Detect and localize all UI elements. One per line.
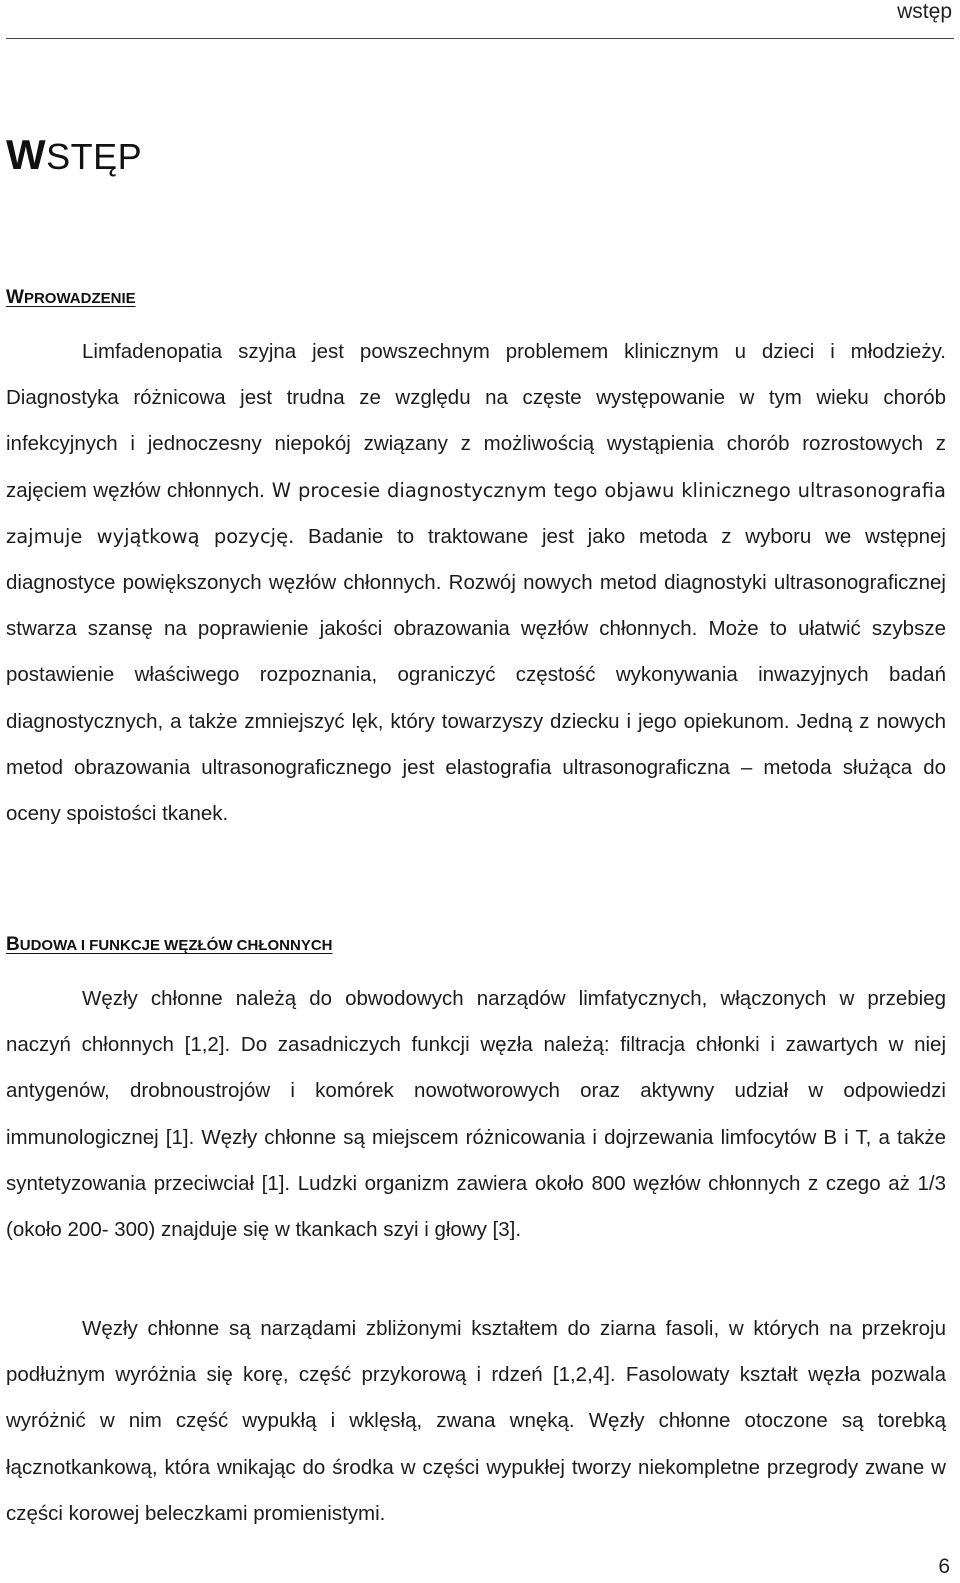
introduction-paragraph — [6, 329, 946, 837]
section-heading-initial: B — [6, 934, 20, 955]
chapter-title — [6, 128, 142, 184]
chapter-title-initial: W — [6, 131, 47, 178]
introduction-text-4: Może to ułatwić szybsze postawienie właściwego rozpoznania, ograniczyć częstość wykonywania inwazyjnych badań diagnostycznych, a także zmniejszyć lęk, który towarzyszy dziecku i jego opiekunom. Jedną z nowych metod obrazowania ultrasonograficznego jest elastografia ultrasonograficzna – metoda służąca do oceny spoistości tkanek. — [6, 617, 946, 826]
section-heading-introduction — [6, 287, 136, 310]
introduction-text-1: Limfadenopatia szyjna jest powszechnym problemem klinicznym u dzieci i młodzieży. Diagnostyka różnicowa jest trudna ze względu na częste występowanie w tym wieku chorób infekcyjnych i jednoczesny niepokój związany z możliwością wystąpienia chorób rozrostowych z zajęciem węzłów chłonnych. — [6, 340, 946, 502]
section-heading-structure — [6, 934, 333, 957]
chapter-title-rest: STĘP — [46, 136, 143, 177]
header-divider — [6, 38, 954, 39]
running-head: wstęp — [897, 0, 952, 23]
structure-paragraph-2: Węzły chłonne są narządami zbliżonymi kształtem do ziarna fasoli, w których na przekroju podłużnym wyróżnia się korę, część przykorową i rdzeń [1,2,4]. Fasolowaty kształt węzła pozwala wyróżnić w nim część wypukłą i wklęsłą, zwana wnęką. Węzły chłonne otoczone są torebką łącznotkankową, która wnikając do środka w części wypukłej tworzy niekompletne przegrody zwane w części korowej beleczkami promienistymi. — [6, 1317, 946, 1525]
page-number: 6 — [938, 1555, 950, 1578]
structure-paragraph-1: Węzły chłonne należą do obwodowych narządów limfatycznych, włączonych w przebieg naczyń chłonnych [1,2]. Do zasadniczych funkcji węzła należą: filtracja chłonki i zawartych w niej antygenów, drobnoustrojów i komórek nowotworowych oraz aktywny udział w odpowiedzi immunologicznej [1]. Węzły chłonne są miejscem różnicowania i dojrzewania limfocytów B i T, a także syntetyzowania przeciwciał [1]. Ludzki organizm zawiera około 800 węzłów chłonnych z czego aż 1/3 (około 200- 300) znajduje się w tkankach szyi i głowy [3]. — [6, 987, 946, 1242]
introduction-text-2: W procesie diagnostycznym tego objawu klinicznego ultrasonografia zajmuje wyjątkową pozycję. — [6, 478, 946, 548]
section-heading-rest: PROWADZENIE — [23, 290, 136, 307]
section-heading-rest: UDOWA I FUNKCJE WĘZŁÓW CHŁONNYCH — [19, 937, 333, 954]
introduction-text-3: Badanie to traktowane jest jako metoda z wyboru we wstępnej diagnostyce powiększonych węzłów chłonnych. Rozwój nowych metod diagnostyki ultrasonograficznej stwarza szansę na poprawienie jakości obrazowania węzłów chłonnych. — [6, 524, 946, 641]
section-heading-initial: W — [6, 287, 24, 308]
